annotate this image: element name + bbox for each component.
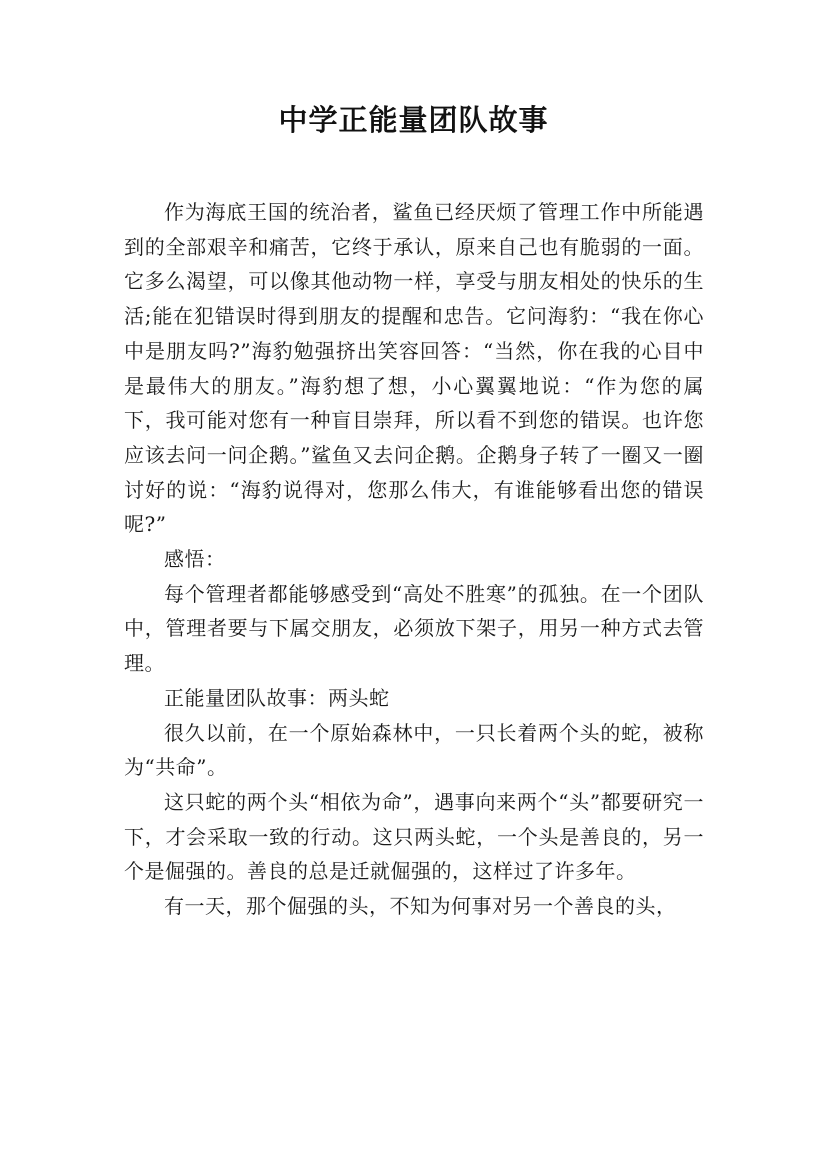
- paragraph-shark-story: 作为海底王国的统治者，鲨鱼已经厌烦了管理工作中所能遇到的全部艰辛和痛苦，它终于承认，原来自己也有脆弱的一面。它多么渴望，可以像其他动物一样，享受与朋友相处的快乐的生活;能在犯错误时得到朋友的提醒和忠告。它问海豹：“我在你心中是朋友吗?”海豹勉强挤出笑容回答：“当然，你在我的心目中是最伟大的朋友。”海豹想了想，小心翼翼地说：“作为您的属下，我可能对您有一种盲目崇拜，所以看不到您的错误。也许您应该去问一问企鹅。”鲨鱼又去问企鹅。企鹅身子转了一圈又一圈讨好的说：“海豹说得对，您那么伟大，有谁能够看出您的错误呢?”: [124, 200, 704, 537]
- paragraph-section-heading: 正能量团队故事：两头蛇: [164, 685, 390, 710]
- document-title: 中学正能量团队故事: [278, 103, 549, 137]
- paragraph-snake-intro: 很久以前，在一个原始森林中，一只长着两个头的蛇，被称为“共命”。: [124, 720, 704, 780]
- paragraph-insight-heading: 感悟：: [164, 547, 226, 572]
- paragraph-insight-text: 每个管理者都能够感受到“高处不胜寒”的孤独。在一个团队中，管理者要与下属交朋友，必须放下架子，用另一种方式去管理。: [124, 581, 704, 676]
- paragraph-snake-heads: 这只蛇的两个头“相依为命”，遇事向来两个“头”都要研究一下，才会采取一致的行动。这只两头蛇，一个头是善良的，另一个是倔强的。善良的总是迁就倔强的，这样过了许多年。: [124, 789, 704, 884]
- paragraph-one-day: 有一天，那个倔强的头，不知为何事对另一个善良的头，: [164, 894, 677, 919]
- document-body: [124, 195, 704, 924]
